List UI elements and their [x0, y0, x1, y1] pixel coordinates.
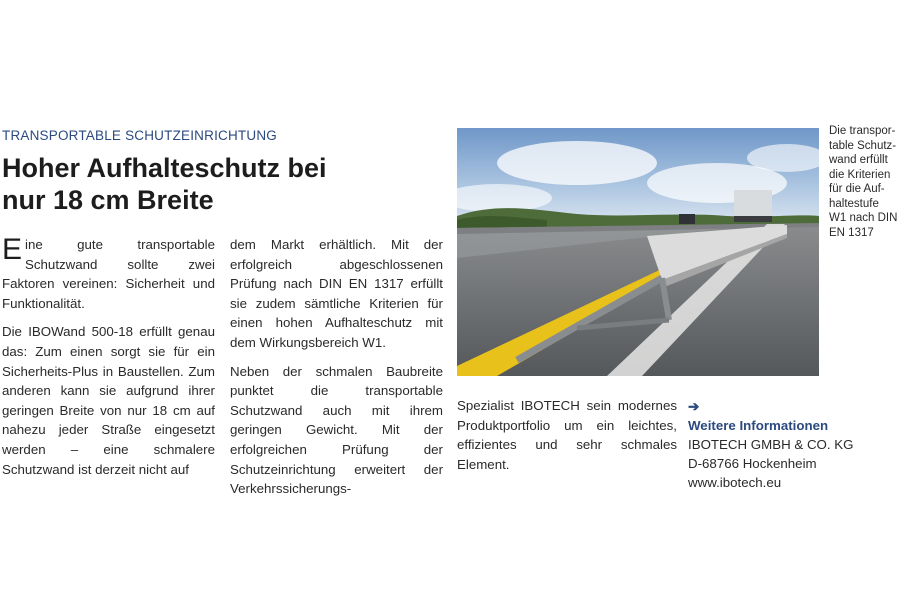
article-photo	[457, 128, 819, 376]
info-website-link[interactable]: www.ibotech.eu	[688, 475, 782, 490]
caption-line: EN 1317	[829, 226, 874, 239]
paragraph: dem Markt erhältlich. Mit der erfolgreich abgeschlossenen Prüfung nach DIN EN 1317 erfüllt sie zudem sämtliche Kriterien für einen hohen Aufhalteschutz mit dem Wirkungsbereich W1.	[230, 237, 443, 350]
text-column-2	[230, 235, 443, 508]
info-box	[688, 397, 888, 492]
drop-cap: E	[2, 233, 23, 266]
caption-line: W1 nach DIN	[829, 212, 898, 224]
paragraph: Neben der schmalen Baubreite punktet die transportable Schutzwand auch mit ihrem geringen Gewicht. Mit der erfolgreichen Prüfung der Schutzeinrichtung erweitert der Verkehrssicherungs-	[230, 363, 443, 497]
caption-line: table Schutz-	[829, 139, 897, 152]
info-heading[interactable]	[688, 397, 888, 435]
info-city: D-68766 Hockenheim	[688, 456, 817, 471]
headline-line-1: Hoher Aufhalteschutz bei	[2, 153, 327, 183]
text-column-1	[2, 235, 215, 488]
text-column-3	[457, 396, 677, 483]
paragraph-text: ine gute transportable Schutzwand sollte zwei Faktoren vereinen: Sicherheit und Funktionalität.	[2, 237, 215, 311]
info-company: IBOTECH GMBH & CO. KG	[688, 437, 854, 452]
section-kicker: TRANSPORTABLE SCHUTZEINRICHTUNG	[2, 128, 277, 143]
paragraph: Die IBOWand 500-18 erfüllt genau das: Zum einen sorgt sie für ein Sicherheits-Plus in Baustellen. Zum anderen kann sie aufgrund ihrer geringen Breite von nur 18 cm auf nahezu jeder Straße eingesetzt werden – eine schmalere Schutzwand ist derzeit nicht auf	[2, 324, 215, 477]
caption-line: wand erfüllt	[829, 154, 888, 166]
article-headline	[2, 152, 362, 216]
caption-line: die Kriterien	[829, 168, 891, 181]
photo-caption	[829, 124, 900, 240]
caption-line: haltestufe	[829, 197, 879, 210]
headline-line-2: nur 18 cm Breite	[2, 185, 214, 215]
arrow-right-icon: ➔	[688, 399, 700, 414]
caption-line: Die transpor-	[829, 125, 896, 137]
paragraph	[2, 235, 215, 313]
highway-barrier-photo	[457, 128, 819, 376]
caption-line: für die Auf-	[829, 183, 885, 195]
paragraph: Spezialist IBOTECH sein modernes Produktportfolio um ein leichtes, effizientes und sehr schmales Element.	[457, 398, 677, 472]
info-heading-text: Weitere Informationen	[688, 418, 829, 433]
